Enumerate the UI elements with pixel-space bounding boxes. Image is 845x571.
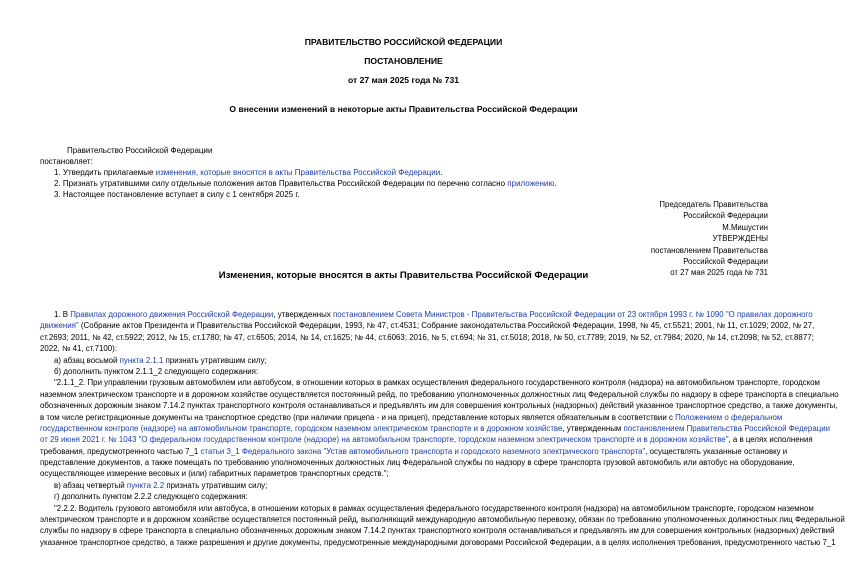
link-control-regulation[interactable]: Положением о федеральном <box>675 412 783 422</box>
body-line: г) дополнить пунктом 2.2.2 следующего содержания: <box>54 492 248 502</box>
body-line: в том числе регистрационные документы на транспортное средство (при наличии прицепа - и на прицеп), представление которых является обязательным в соответствии с Положением о федеральном <box>40 412 783 422</box>
link-appendix[interactable]: приложению <box>507 179 555 188</box>
preamble-decides: постановляет: <box>40 157 93 166</box>
link-decree-1090-end[interactable]: движения" <box>40 321 79 331</box>
body-line: электрическом транспорте и в дорожном хозяйстве осуществляется постоянный рейд, выполняющий международную автомобильную перевозку, обязан по требованию уполномоченных должностных лиц Федеральной <box>40 515 845 525</box>
link-changes[interactable]: изменения, которые вносятся в акты Правительства Российской Федерации <box>155 168 441 177</box>
body-line: а) абзац восьмой пункта 2.1.1 признать утратившим силу; <box>54 355 267 365</box>
signature-name: М.Мишустин <box>722 222 768 232</box>
body-line: ст.2693; 2011, № 42, ст.5922; 2012, № 15, ст.1780; № 47, ст.6505; 2014, № 14, ст.1625; № 44, ст.6063; 2016, № 5, ст.694; № 31, ст.5018; 2018, № 50, ст.7789; 2019, № 52, ст.7984; 2020, № 14, ст.2098; № 52, ст.8877; <box>40 332 814 342</box>
link-clause-2-1-1[interactable]: пункта 2.1.1 <box>119 355 164 365</box>
body-text <box>40 309 845 548</box>
signature-block <box>651 199 768 279</box>
signature-org: Российской Федерации <box>683 211 768 221</box>
link-clause-2-2[interactable]: пункта 2.2 <box>126 480 165 490</box>
body-line: б) дополнить пунктом 2.1.1_2 следующего содержания: <box>54 366 259 376</box>
approval-date: от 27 мая 2025 года № 731 <box>670 268 768 278</box>
body-line: требования, предусмотренного частью 7_1 статьи 3_1 Федерального закона "Устав автомобильного транспорта и городского наземного электрического транспорта", осуществлять указанные остановку и <box>40 446 788 456</box>
body-line: государственном контроле (надзоре) на автомобильном транспорте, городском наземном электрическом транспорте и в дорожном хозяйстве, утвержденным постановлением Правительства Российской Федерации <box>40 423 831 433</box>
preamble-item-2: 2. Признать утратившими силу отдельные положения актов Правительства Российской Федерации по перечню согласно приложению. <box>54 179 557 188</box>
body-line: 2022, № 41, ст.7100): <box>40 344 118 354</box>
preamble-subject: Правительство Российской Федерации <box>67 146 213 155</box>
body-line: осуществляющее измерение весовых и (или) габаритных параметров транспортных средств."; <box>40 469 389 479</box>
body-line: "2.1.1_2. При управлении грузовым автомобилем или автобусом, в отношении которых в рамках осуществления федерального государственного контроля (надзора) на автомобильном транспорте, городском <box>54 378 820 388</box>
link-control-regulation-cont[interactable]: государственном контроле (надзоре) на автомобильном транспорте, городском наземном электрическом транспорте и в дорожном хозяйстве <box>40 423 563 433</box>
body-line: службы по надзору в сфере транспорта в специально обозначенных дорожным знаком 7.14.2 пунктах транспортного контроля останавливаться и предъявлять им для совершения контрольных (надзорных) действий <box>40 526 835 536</box>
body-line: в) абзац четвертый пункта 2.2 признать утратившим силу; <box>54 480 268 490</box>
body-line: "2.2.2. Водитель грузового автомобиля или автобуса, в отношении которых в рамках осуществления федерального государственного контроля (надзора) на автомобильном транспорте, городском наземном <box>54 503 814 513</box>
body-line: 1. В Правилах дорожного движения Российской Федерации, утвержденных постановлением Совета Министров - Правительства Российской Федерации от 23 октября 1993 г. № 1090 "О правилах дорожного <box>54 310 813 319</box>
approval-by: постановлением Правительства <box>650 245 768 255</box>
preamble-item-1: 1. Утвердить прилагаемые изменения, которые вносятся в акты Правительства Российской Федерации. <box>54 168 443 177</box>
body-line: представление документов, а также помещать по требованию уполномоченных должностных лиц Федеральной службы по надзору в сфере транспорта грузовой автомобиль или автобус на оборудование, <box>40 458 795 468</box>
preamble-item-3: 3. Настоящее постановление вступает в силу с 1 сентября 2025 г. <box>54 190 300 199</box>
link-government-decree[interactable]: постановлением Правительства Российской Федерации <box>623 423 831 433</box>
doc-date-number: от 27 мая 2025 года № 731 <box>347 75 460 85</box>
link-transport-charter[interactable]: статьи 3_1 Федерального закона "Устав автомобильного транспорта и городского наземного электрического транспорта" <box>200 446 646 456</box>
doc-title: О внесении изменений в некоторые акты Правительства Российской Федерации <box>229 104 578 114</box>
body-line: наземном электрическом транспорте и в дорожном хозяйстве осуществляется постоянный рейд, по требованию уполномоченных должностных лиц Федеральной службы по надзору в сфере транспорта в специально <box>40 389 839 399</box>
approval-stamp: УТВЕРЖДЕНЫ <box>712 234 768 244</box>
body-line: от 29 июня 2021 г. № 1043 "О федеральном государственном контроле (надзоре) на автомобильном транспорте, городском наземном электрическом транспорте и в дорожном хозяйстве", а в целях исполнения <box>40 435 813 445</box>
signature-position: Председатель Правительства <box>659 200 768 209</box>
link-traffic-rules[interactable]: Правилах дорожного движения Российской Федерации <box>70 310 274 319</box>
doc-type-heading: ПОСТАНОВЛЕНИЕ <box>364 56 443 66</box>
body-line: обозначенных дорожным знаком 7.14.2 пунктах транспортного контроля останавливаться и предъявлять им для совершения контрольных (надзорных) действий указанное транспортное средство, а также документы, <box>40 401 838 411</box>
approval-org: Российской Федерации <box>683 257 768 267</box>
government-heading: ПРАВИТЕЛЬСТВО РОССИЙСКОЙ ФЕДЕРАЦИИ <box>304 37 503 47</box>
body-line: указанное транспортное средство, а также разрешения и другие документы, предусмотренные международными договорами Российской Федерации, а в целях исполнения требования, предусмотренного частью 7_1 <box>40 537 836 547</box>
body-line: движения" (Собрание актов Президента и Правительства Российской Федерации, 1993, № 47, ст.4531; Собрание законодательства Российской Федерации, 1998, № 45, ст.5521; 2001, № 11, ст.1029; 2002, № 27, <box>40 321 815 331</box>
link-decree-1043[interactable]: от 29 июня 2021 г. № 1043 "О федеральном государственном контроле (надзоре) на автомобильном транспорте, городском наземном электрическом транспорте и в дорожном хозяйстве" <box>40 435 729 445</box>
link-decree-1090[interactable]: постановлением Совета Министров - Правительства Российской Федерации от 23 октября 1993 г. № 1090 "О правилах дорожного <box>332 310 813 319</box>
annex-title: Изменения, которые вносятся в акты Правительства Российской Федерации <box>218 270 589 281</box>
